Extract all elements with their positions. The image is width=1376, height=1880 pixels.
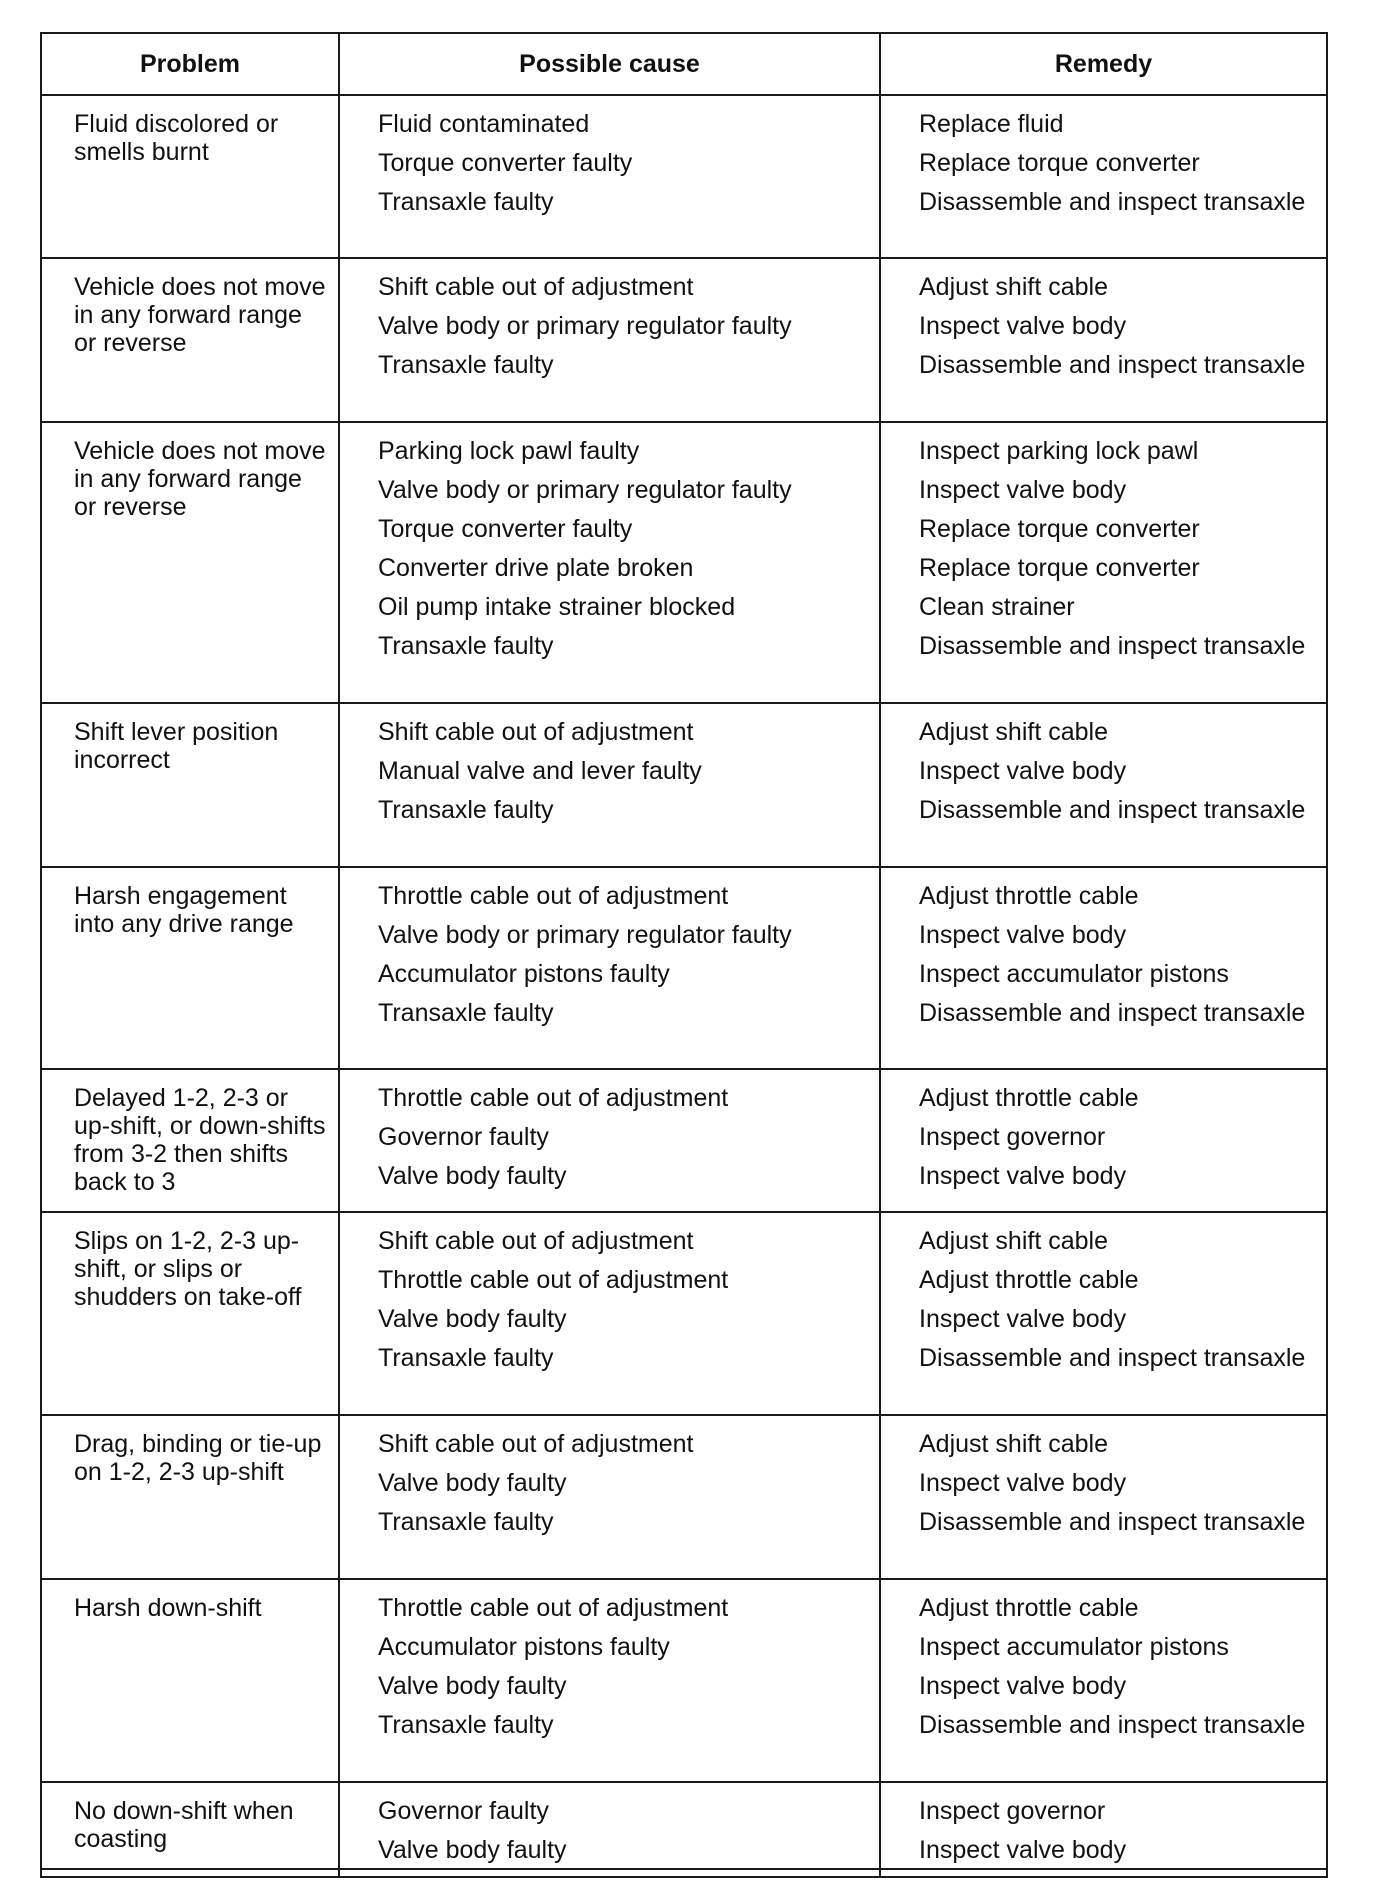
remedy-list (919, 437, 1316, 660)
remedy-list (919, 882, 1316, 1027)
header-remedy: Remedy (880, 33, 1327, 95)
possible-cause-cell (339, 867, 880, 1069)
table-row (41, 258, 1327, 422)
cause-item: Shift cable out of adjustment (378, 273, 694, 301)
remedy-item: Inspect parking lock pawl (919, 437, 1199, 465)
remedy-list (919, 273, 1316, 379)
remedy-item: Inspect governor (919, 1123, 1106, 1151)
remedy-item: Inspect valve body (919, 1305, 1127, 1333)
cause-item: Valve body faulty (378, 1836, 567, 1864)
possible-cause-cell (339, 1212, 880, 1415)
table-row (41, 867, 1327, 1069)
cause-list (378, 882, 869, 1027)
possible-cause-cell (339, 95, 880, 258)
remedy-cell (880, 1415, 1327, 1579)
cause-item: Shift cable out of adjustment (378, 718, 694, 746)
cause-item: Throttle cable out of adjustment (378, 1084, 729, 1112)
cause-item: Fluid contaminated (378, 110, 590, 138)
table-row (41, 1212, 1327, 1415)
cause-item: Accumulator pistons faulty (378, 960, 670, 988)
cause-item: Throttle cable out of adjustment (378, 882, 729, 910)
problem-cell: Shift lever position incorrect (41, 703, 339, 867)
remedy-cell (880, 703, 1327, 867)
remedy-item: Inspect valve body (919, 921, 1127, 949)
cause-item: Valve body faulty (378, 1672, 567, 1700)
remedy-item: Adjust throttle cable (919, 1594, 1139, 1622)
problem-cell: Slips on 1-2, 2-3 up-shift, or slips or shudders on take-off (41, 1212, 339, 1415)
header-row (41, 33, 1327, 95)
cause-list (378, 437, 869, 660)
remedy-list (919, 1084, 1316, 1190)
possible-cause-cell (339, 1415, 880, 1579)
problem-cell: No down-shift when coasting (41, 1782, 339, 1877)
table-header (41, 33, 1327, 95)
cause-item: Transaxle faulty (378, 351, 554, 379)
cause-item: Converter drive plate broken (378, 554, 694, 582)
possible-cause-cell (339, 1782, 880, 1877)
remedy-item: Disassemble and inspect transaxle (919, 1508, 1306, 1536)
remedy-item: Replace fluid (919, 110, 1064, 138)
remedy-item: Adjust shift cable (919, 273, 1108, 301)
remedy-item: Inspect valve body (919, 1469, 1127, 1497)
cause-item: Valve body or primary regulator faulty (378, 476, 792, 504)
remedy-item: Replace torque converter (919, 515, 1200, 543)
remedy-cell (880, 867, 1327, 1069)
problem-cell: Drag, binding or tie-up on 1-2, 2-3 up-shift (41, 1415, 339, 1579)
remedy-item: Disassemble and inspect transaxle (919, 1344, 1306, 1372)
problem-cell: Delayed 1-2, 2-3 or up-shift, or down-shifts from 3-2 then shifts back to 3 (41, 1069, 339, 1212)
remedy-item: Adjust throttle cable (919, 882, 1139, 910)
remedy-item: Adjust shift cable (919, 718, 1108, 746)
problem-cell: Harsh down-shift (41, 1579, 339, 1782)
cause-item: Throttle cable out of adjustment (378, 1266, 729, 1294)
cause-list (378, 1594, 869, 1739)
cause-item: Valve body or primary regulator faulty (378, 921, 792, 949)
cause-item: Manual valve and lever faulty (378, 757, 702, 785)
cause-item: Governor faulty (378, 1123, 549, 1151)
cause-item: Valve body faulty (378, 1469, 567, 1497)
cause-item: Transaxle faulty (378, 999, 554, 1027)
remedy-item: Adjust shift cable (919, 1227, 1108, 1255)
cause-item: Accumulator pistons faulty (378, 1633, 670, 1661)
cause-list (378, 1084, 869, 1190)
remedy-list (919, 1594, 1316, 1739)
cause-list (378, 1797, 869, 1864)
remedy-item: Inspect valve body (919, 312, 1127, 340)
cause-item: Valve body faulty (378, 1305, 567, 1333)
possible-cause-cell (339, 422, 880, 703)
cause-item: Oil pump intake strainer blocked (378, 593, 736, 621)
cause-item: Shift cable out of adjustment (378, 1430, 694, 1458)
remedy-cell (880, 1212, 1327, 1415)
cause-item: Torque converter faulty (378, 149, 633, 177)
troubleshooting-table (40, 32, 1328, 1878)
remedy-item: Adjust throttle cable (919, 1266, 1139, 1294)
remedy-item: Disassemble and inspect transaxle (919, 1711, 1306, 1739)
remedy-cell (880, 1782, 1327, 1877)
table-row (41, 95, 1327, 258)
cause-item: Transaxle faulty (378, 796, 554, 824)
remedy-item: Inspect valve body (919, 1836, 1127, 1864)
remedy-cell (880, 258, 1327, 422)
cause-list (378, 1430, 869, 1536)
remedy-cell (880, 1579, 1327, 1782)
bottom-rule (40, 1868, 1326, 1870)
remedy-item: Adjust shift cable (919, 1430, 1108, 1458)
cause-item: Parking lock pawl faulty (378, 437, 640, 465)
remedy-list (919, 110, 1316, 216)
table-row (41, 422, 1327, 703)
possible-cause-cell (339, 1579, 880, 1782)
cause-list (378, 718, 869, 824)
cause-item: Torque converter faulty (378, 515, 633, 543)
cause-item: Transaxle faulty (378, 1508, 554, 1536)
cause-item: Transaxle faulty (378, 188, 554, 216)
problem-cell: Harsh engagement into any drive range (41, 867, 339, 1069)
remedy-item: Inspect valve body (919, 1672, 1127, 1700)
remedy-item: Inspect valve body (919, 1162, 1127, 1190)
remedy-list (919, 718, 1316, 824)
remedy-item: Replace torque converter (919, 554, 1200, 582)
remedy-item: Inspect valve body (919, 476, 1127, 504)
remedy-item: Disassemble and inspect transaxle (919, 999, 1306, 1027)
remedy-item: Clean strainer (919, 593, 1075, 621)
cause-item: Valve body faulty (378, 1162, 567, 1190)
table-row (41, 1415, 1327, 1579)
remedy-cell (880, 1069, 1327, 1212)
cause-list (378, 273, 869, 379)
remedy-item: Inspect governor (919, 1797, 1106, 1825)
remedy-item: Disassemble and inspect transaxle (919, 632, 1306, 660)
remedy-list (919, 1227, 1316, 1372)
cause-item: Governor faulty (378, 1797, 549, 1825)
cause-item: Transaxle faulty (378, 1344, 554, 1372)
remedy-cell (880, 422, 1327, 703)
table-row (41, 1579, 1327, 1782)
remedy-item: Inspect accumulator pistons (919, 1633, 1229, 1661)
possible-cause-cell (339, 1069, 880, 1212)
table-body (41, 95, 1327, 1877)
remedy-list (919, 1797, 1316, 1864)
cause-list (378, 1227, 869, 1372)
problem-cell: Vehicle does not move in any forward range or reverse (41, 422, 339, 703)
remedy-item: Disassemble and inspect transaxle (919, 351, 1306, 379)
remedy-item: Replace torque converter (919, 149, 1200, 177)
remedy-item: Inspect accumulator pistons (919, 960, 1229, 988)
remedy-list (919, 1430, 1316, 1536)
cause-item: Valve body or primary regulator faulty (378, 312, 792, 340)
remedy-item: Adjust throttle cable (919, 1084, 1139, 1112)
problem-cell: Vehicle does not move in any forward range or reverse (41, 258, 339, 422)
remedy-item: Disassemble and inspect transaxle (919, 796, 1306, 824)
cause-item: Transaxle faulty (378, 632, 554, 660)
header-problem: Problem (41, 33, 339, 95)
header-possible-cause: Possible cause (339, 33, 880, 95)
table-row (41, 1782, 1327, 1877)
possible-cause-cell (339, 258, 880, 422)
remedy-item: Disassemble and inspect transaxle (919, 188, 1306, 216)
table-row (41, 703, 1327, 867)
cause-list (378, 110, 869, 216)
cause-item: Throttle cable out of adjustment (378, 1594, 729, 1622)
remedy-cell (880, 95, 1327, 258)
cause-item: Transaxle faulty (378, 1711, 554, 1739)
cause-item: Shift cable out of adjustment (378, 1227, 694, 1255)
possible-cause-cell (339, 703, 880, 867)
table-row (41, 1069, 1327, 1212)
problem-cell: Fluid discolored or smells burnt (41, 95, 339, 258)
remedy-item: Inspect valve body (919, 757, 1127, 785)
